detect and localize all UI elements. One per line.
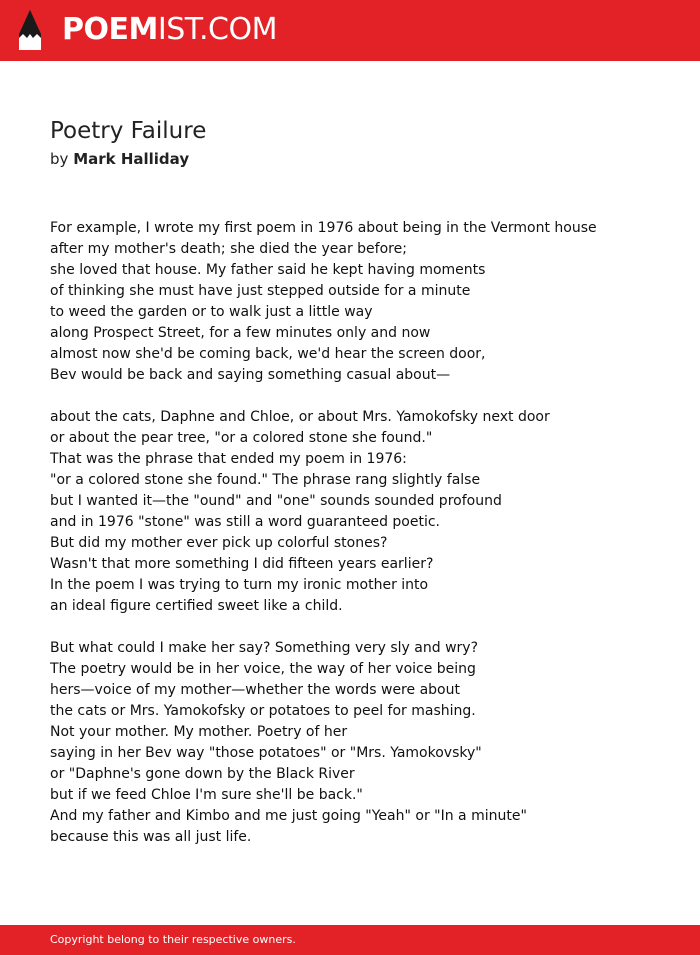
poem-line: along Prospect Street, for a few minutes only and now <box>50 325 431 341</box>
poem-line: the cats or Mrs. Yamokofsky or potatoes to peel for mashing. <box>50 703 476 719</box>
poem-line: but if we feed Chloe I'm sure she'll be back." <box>50 787 363 803</box>
poem-line: And my father and Kimbo and me just going "Yeah" or "In a minute" <box>50 808 527 824</box>
stanza <box>50 638 670 848</box>
poem-line: of thinking she must have just stepped outside for a minute <box>50 283 471 299</box>
by-label: by <box>50 150 69 168</box>
poem-line: and in 1976 "stone" was still a word guaranteed poetic. <box>50 514 441 530</box>
site-logo[interactable] <box>62 12 277 48</box>
poem-line: In the poem I was trying to turn my ironic mother into <box>50 577 429 593</box>
poem-line: Bev would be back and saying something casual about— <box>50 367 451 383</box>
poem-line: "or a colored stone she found." The phrase rang slightly false <box>50 472 481 488</box>
site-header <box>0 0 700 61</box>
poem-line: to weed the garden or to walk just a little way <box>50 304 373 320</box>
site-footer <box>0 925 700 955</box>
poem-line: an ideal figure certified sweet like a child. <box>50 598 343 614</box>
pencil-icon <box>18 10 42 50</box>
poem-title: Poetry Failure <box>50 118 207 144</box>
byline <box>50 149 189 169</box>
poem-line: hers—voice of my mother—whether the words were about <box>50 682 460 698</box>
poem-body <box>50 218 670 869</box>
poem-line: saying in her Bev way "those potatoes" or "Mrs. Yamokovsky" <box>50 745 482 761</box>
copyright-notice: Copyright belong to their respective owners. <box>50 933 296 946</box>
poem-line: Not your mother. My mother. Poetry of her <box>50 724 348 740</box>
poem-line: because this was all just life. <box>50 829 252 845</box>
poem-line: That was the phrase that ended my poem in 1976: <box>50 451 407 467</box>
stanza <box>50 407 670 617</box>
stanza <box>50 218 670 386</box>
poem-line: The poetry would be in her voice, the way of her voice being <box>50 661 476 677</box>
poem-line: But did my mother ever pick up colorful stones? <box>50 535 388 551</box>
poem-line: about the cats, Daphne and Chloe, or about Mrs. Yamokofsky next door <box>50 409 550 425</box>
poem-line: But what could I make her say? Something very sly and wry? <box>50 640 479 656</box>
poem-line: but I wanted it—the "ound" and "one" sounds sounded profound <box>50 493 502 509</box>
logo-light-text: IST.COM <box>157 12 277 47</box>
logo-bold-text: POEM <box>62 12 158 47</box>
poem-line: or about the pear tree, "or a colored stone she found." <box>50 430 433 446</box>
poem-line: Wasn't that more something I did fifteen years earlier? <box>50 556 434 572</box>
author-name: Mark Halliday <box>73 150 190 168</box>
poem-line: For example, I wrote my first poem in 1976 about being in the Vermont house <box>50 220 597 236</box>
poem-line: or "Daphne's gone down by the Black River <box>50 766 355 782</box>
poem-line: after my mother's death; she died the year before; <box>50 241 407 257</box>
poem-line: almost now she'd be coming back, we'd hear the screen door, <box>50 346 486 362</box>
poem-line: she loved that house. My father said he kept having moments <box>50 262 486 278</box>
